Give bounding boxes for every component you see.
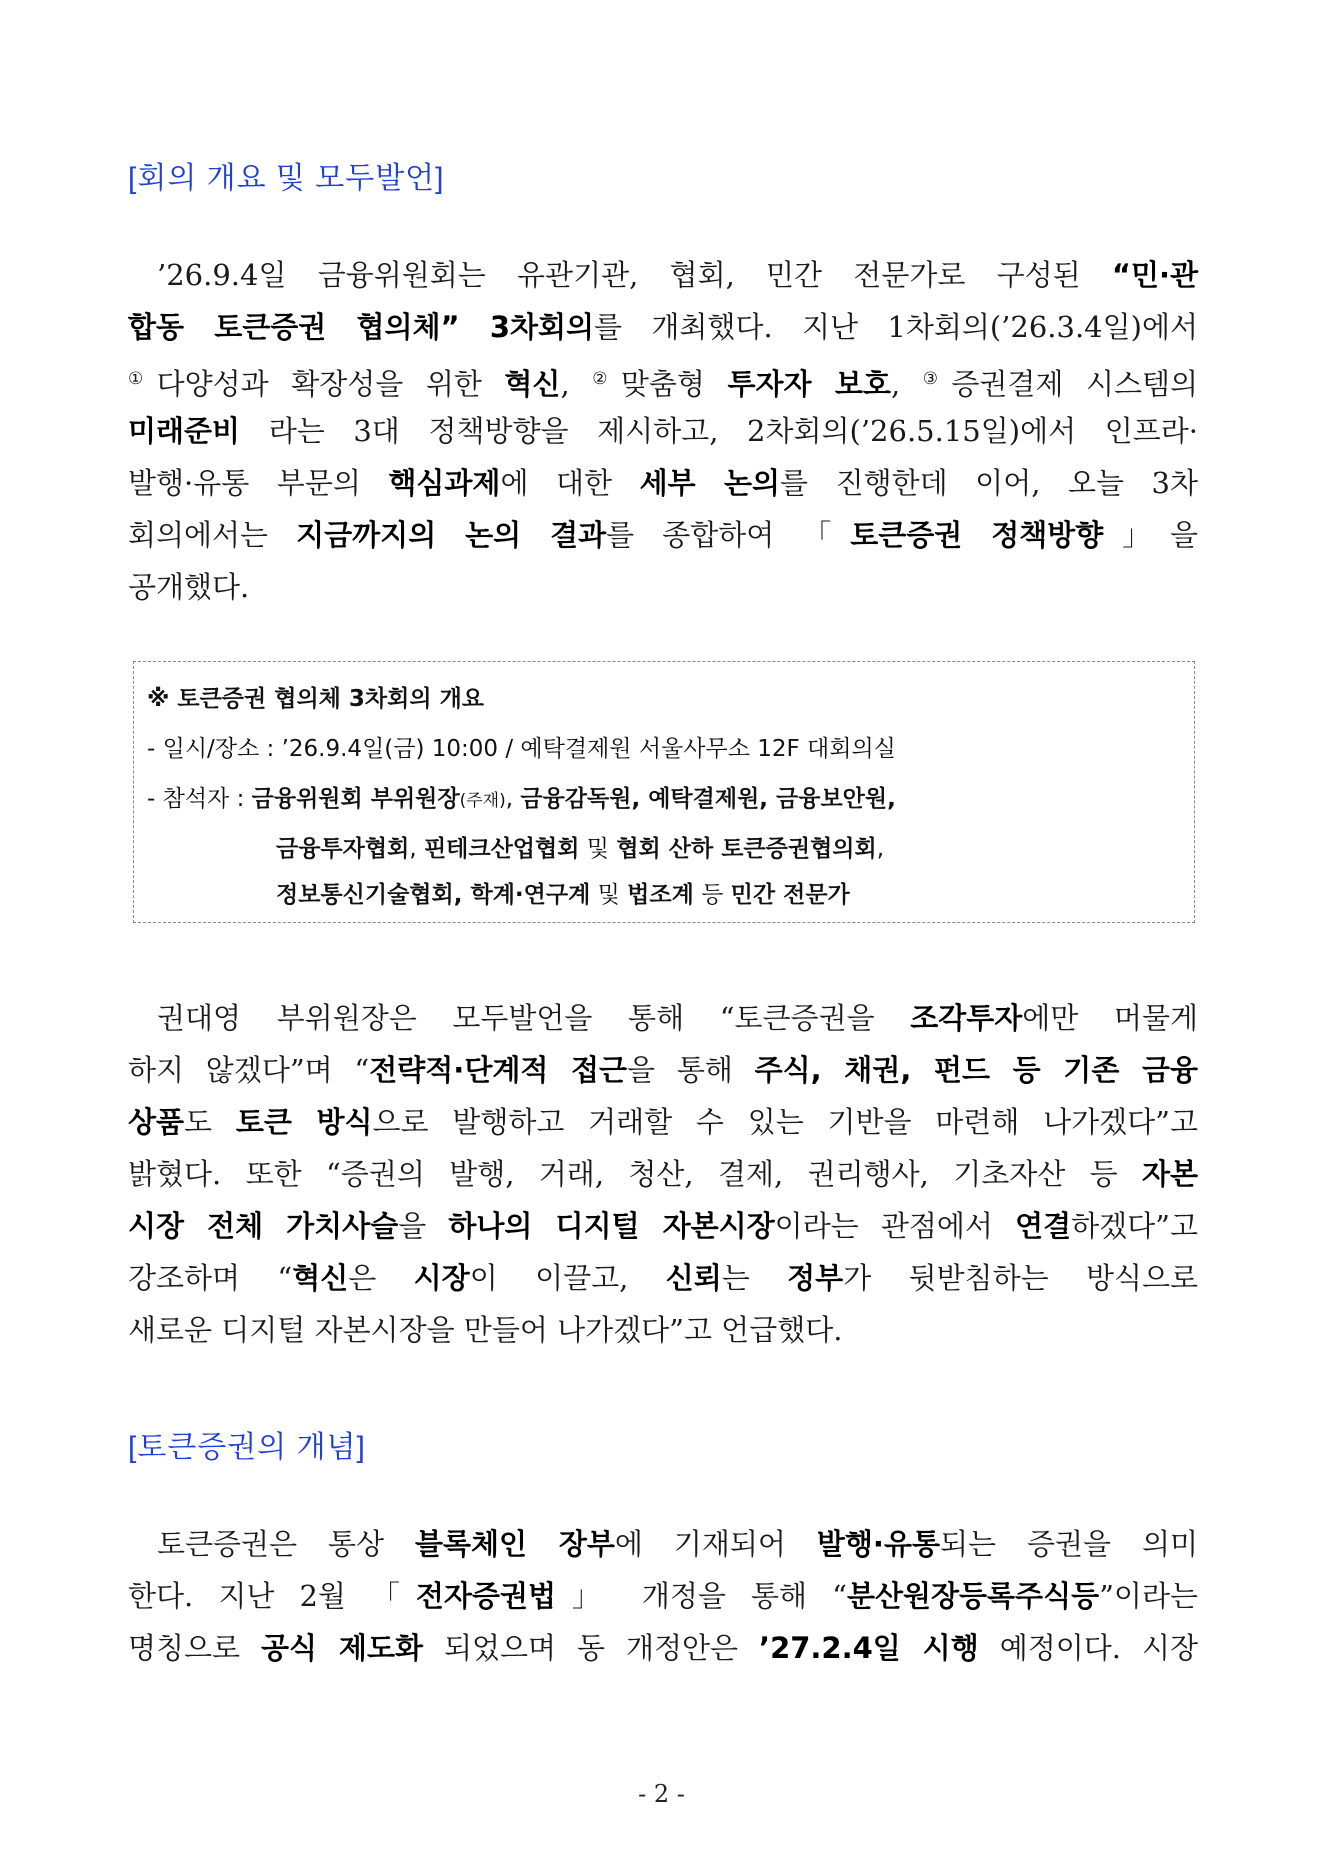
bold-text: 합동 토큰증권 협의체” 3차회의 — [128, 310, 595, 344]
text-run: 」을 — [1103, 518, 1198, 552]
text-run: 을 통해 — [627, 1053, 755, 1087]
page-number: - 2 - — [638, 1780, 685, 1808]
text-run: 이 이끌고, — [469, 1261, 666, 1295]
bold-text: 금융감독원, 예탁결제원, 금융보안원, — [520, 786, 896, 812]
text-line — [128, 1206, 1198, 1246]
text-line — [128, 411, 1198, 451]
text-run: 에 대한 — [500, 466, 640, 500]
bold-text: 주식, 채권, 펀드 등 기존 금융 — [754, 1053, 1199, 1087]
bold-text: 자본 — [1141, 1157, 1198, 1191]
text-run: 를 진행한데 이어, 오늘 3차 — [780, 466, 1198, 500]
bold-text: 핵심과제 — [388, 466, 501, 500]
box-date-location: - 일시/장소 : ’26.9.4일(금) 10:00 / 예탁결제원 서울사무소 12F 대회의실 — [147, 736, 896, 762]
bold-text: ’27.2.4일 시행 — [759, 1631, 979, 1665]
text-run: 는 — [721, 1261, 788, 1295]
text-run: 새로운 디지털 자본시장을 만들어 나가겠다”고 언급했다. — [128, 1313, 843, 1347]
text-run: , — [409, 836, 424, 862]
box-title: ※ 토큰증권 협의체 3차회의 개요 — [147, 686, 485, 712]
bold-text: 혁신 — [292, 1261, 349, 1295]
section-heading-meeting-overview: [회의 개요 및 모두발언] — [128, 162, 445, 195]
text-line — [128, 1310, 1198, 1350]
text-run: 맞춤형 — [620, 367, 728, 401]
text-run: 되었으며 동 개정안은 — [422, 1631, 760, 1665]
text-run: 하지 않겠다”며 “ — [128, 1053, 370, 1087]
chair-note: (주재) — [459, 791, 506, 811]
bold-text: 신뢰 — [665, 1261, 722, 1295]
text-line — [128, 1154, 1198, 1194]
bold-text: 미래준비 — [128, 414, 241, 448]
bold-text: 토큰증권 정책방향 — [850, 518, 1104, 552]
text-run: 한다. 지난 2월 「 — [128, 1579, 416, 1613]
bold-text: 지금까지의 논의 결과 — [296, 518, 607, 552]
text-run: 를 종합하여 「 — [606, 518, 851, 552]
text-run: 에만 머물게 — [1022, 1001, 1198, 1035]
text-line — [128, 463, 1198, 503]
text-run: , — [876, 836, 885, 862]
circled-number-3: ③ — [922, 369, 952, 389]
text-run: 하겠다”고 — [1071, 1209, 1198, 1243]
text-run: 도 — [184, 1105, 236, 1139]
text-run: 」 개정을 통해 “ — [556, 1579, 847, 1613]
text-line — [128, 1524, 1198, 1564]
text-run: 이라는 관점에서 — [774, 1209, 1016, 1243]
text-run: 등 — [693, 882, 731, 908]
text-run: 발행·유통 부문의 — [128, 466, 389, 500]
text-run: 명칭으로 — [128, 1631, 262, 1665]
text-run: 라는 3대 정책방향을 제시하고, 2차회의(’26.5.15일)에서 인프라· — [240, 414, 1198, 448]
text-run: ’26.9.4일 금융위원회는 유관기관, 협회, 민간 전문가로 구성된 — [157, 258, 1112, 292]
text-line — [128, 359, 1198, 399]
box-attendees-line-2 — [276, 832, 884, 866]
section-heading-token-concept: [토큰증권의 개념] — [128, 1431, 366, 1464]
bold-text: “민·관 — [1111, 258, 1198, 292]
circled-number-2: ② — [592, 369, 621, 389]
text-run: 증권결제 시스템의 — [951, 367, 1199, 401]
paragraph-opening-remarks — [128, 998, 1198, 1358]
bold-text: 분산원장등록주식등 — [846, 1579, 1100, 1613]
meeting-overview-box — [133, 661, 1195, 923]
text-line — [128, 1050, 1198, 1090]
text-run: ”이라는 — [1099, 1579, 1198, 1613]
text-run: 토큰증권은 통상 — [157, 1527, 415, 1561]
bold-text: 시장 — [413, 1261, 470, 1295]
paragraph-token-concept — [128, 1524, 1198, 1674]
text-run: 밝혔다. 또한 “증권의 발행, 거래, 청산, 결제, 권리행사, 기초자산 등 — [128, 1157, 1142, 1191]
bold-text: 하나의 디지털 자본시장 — [448, 1209, 775, 1243]
box-attendees-line-1 — [147, 782, 896, 816]
text-line — [128, 1258, 1198, 1298]
text-line — [128, 1628, 1198, 1668]
bold-text: 법조계 — [627, 882, 694, 908]
bold-text: 투자자 보호 — [727, 367, 891, 401]
bold-text: 혁신 — [504, 367, 561, 401]
bold-text: 정보통신기술협회, 학계·연구계 — [276, 882, 591, 908]
bold-text: 금융투자협회 — [276, 836, 410, 862]
box-attendees-line-3 — [276, 878, 850, 912]
text-run: 공개했다. — [128, 570, 250, 604]
bold-text: 핀테크산업협회 — [423, 836, 580, 862]
text-run: 및 — [579, 836, 617, 862]
bold-text: 민간 전문가 — [730, 882, 850, 908]
bold-text: 토큰 방식 — [235, 1105, 373, 1139]
bold-text: 협회 산하 토큰증권협의회 — [616, 836, 877, 862]
text-run: 권대영 부위원장은 모두발언을 통해 “토큰증권을 — [157, 1001, 911, 1035]
text-run: 다양성과 확장성을 위한 — [156, 367, 505, 401]
text-line — [128, 1576, 1198, 1616]
text-run: 되는 증권을 의미 — [939, 1527, 1198, 1561]
text-run: 를 개최했다. 지난 1차회의(’26.3.4일)에서 — [594, 310, 1198, 344]
text-run: 은 — [348, 1261, 414, 1295]
attendees-label: - 참석자 : — [147, 786, 252, 812]
bold-text: 연결 — [1015, 1209, 1072, 1243]
text-run: , — [890, 367, 923, 401]
bold-text: 공식 제도화 — [261, 1631, 423, 1665]
bold-text: 세부 논의 — [639, 466, 781, 500]
bold-text: 시장 전체 가치사슬 — [128, 1209, 399, 1243]
text-run: 으로 발행하고 거래할 수 있는 기반을 마련해 나가겠다”고 — [372, 1105, 1198, 1139]
bold-text: 전자증권법 — [415, 1579, 556, 1613]
text-run: 에 기재되어 — [614, 1527, 817, 1561]
text-line — [128, 567, 1198, 607]
text-run: 강조하며 “ — [128, 1261, 293, 1295]
text-run: , — [505, 786, 521, 812]
bold-text: 금융위원회 부위원장 — [251, 786, 460, 812]
text-line — [128, 998, 1198, 1038]
bold-text: 정부 — [787, 1261, 844, 1295]
text-line — [128, 1102, 1198, 1142]
bold-text: 전략적·단계적 접근 — [369, 1053, 628, 1087]
text-line — [128, 307, 1198, 347]
text-run: 가 뒷받침하는 방식으로 — [843, 1261, 1199, 1295]
paragraph-meeting-intro — [128, 255, 1198, 615]
text-line — [128, 515, 1198, 555]
bold-text: 상품 — [128, 1105, 185, 1139]
text-run: 및 — [590, 882, 628, 908]
text-run: , — [560, 367, 593, 401]
circled-number-1: ① — [128, 369, 157, 389]
text-run: 을 — [398, 1209, 449, 1243]
text-line — [128, 255, 1198, 295]
bold-text: 블록체인 장부 — [415, 1527, 615, 1561]
text-run: 회의에서는 — [128, 518, 297, 552]
bold-text: 발행·유통 — [816, 1527, 940, 1561]
bold-text: 조각투자 — [910, 1001, 1023, 1035]
text-run: 예정이다. 시장 — [978, 1631, 1198, 1665]
